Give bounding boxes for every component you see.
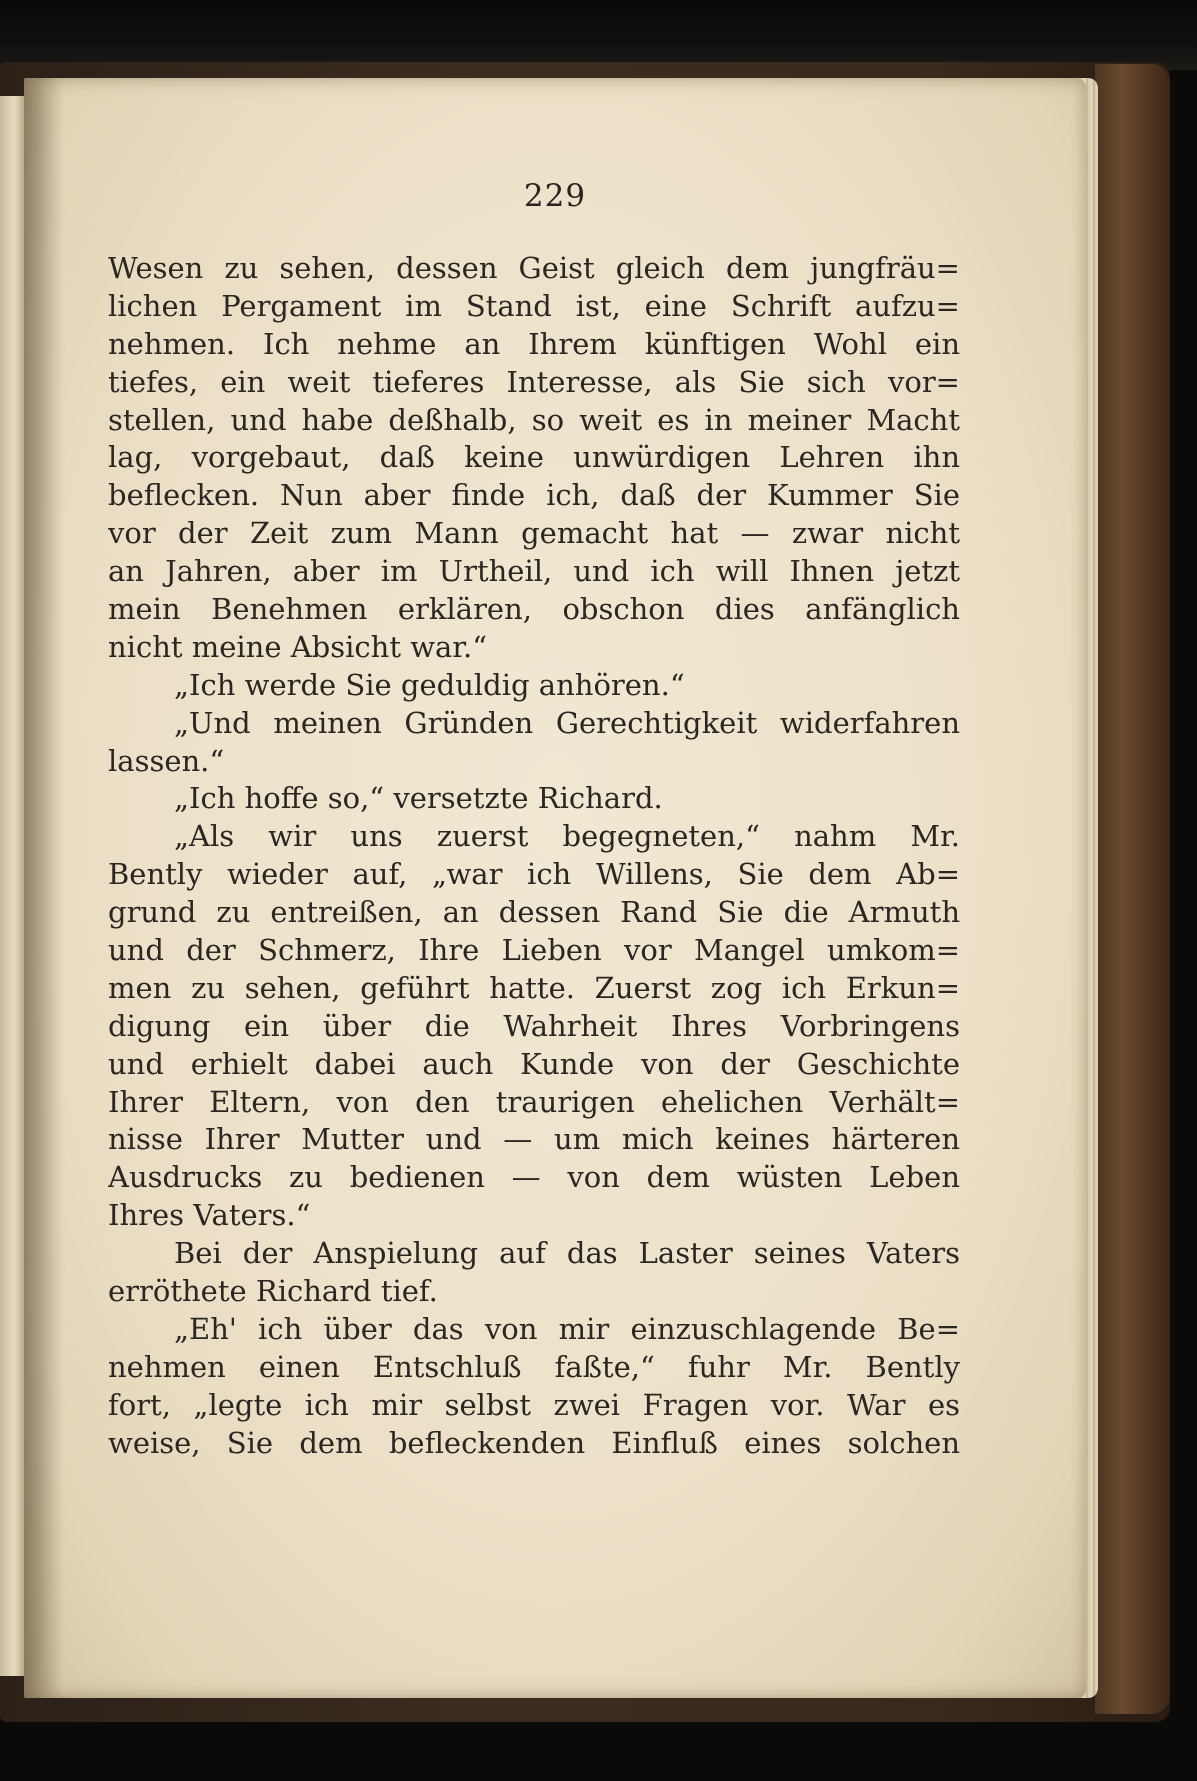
text-line: Ausdrucks zu bedienen — von dem wüsten Leben [108, 1160, 960, 1195]
text-line: digung ein über die Wahrheit Ihres Vorbringens [108, 1008, 960, 1043]
text-line: Ihres Vaters.“ [108, 1198, 311, 1233]
text-line: nehmen. Ich nehme an Ihrem künftigen Wohl ein [108, 326, 960, 361]
page-text [108, 250, 960, 1463]
text-line: lag, vorgebaut, daß keine unwürdigen Lehren ihn [108, 440, 960, 475]
text-line: „Und meinen Gründen Gerechtigkeit widerfahren [174, 705, 960, 740]
text-line: und der Schmerz, Ihre Lieben vor Mangel umkom= [108, 933, 960, 968]
gutter-shadow [24, 78, 64, 1698]
text-line: nehmen einen Entschluß faßte,“ fuhr Mr. Bently [108, 1349, 960, 1384]
cover-edge [1095, 64, 1170, 1714]
page-number: 229 [523, 178, 587, 214]
text-line: vor der Zeit zum Mann gemacht hat — zwar nicht [108, 516, 960, 551]
text-line: nicht meine Absicht war.“ [108, 629, 488, 664]
text-line: Bently wieder auf, „war ich Willens, Sie dem Ab= [108, 857, 960, 892]
text-line: mein Benehmen erklären, obschon dies anfänglich [108, 592, 960, 627]
text-line: erröthete Richard tief. [108, 1274, 438, 1309]
text-line: men zu sehen, geführt hatte. Zuerst zog ich Erkun= [108, 970, 960, 1005]
text-line: an Jahren, aber im Urtheil, und ich will Ihnen jetzt [108, 554, 960, 589]
text-line: beflecken. Nun aber finde ich, daß der Kummer Sie [108, 478, 960, 513]
text-line: fort, „legte ich mir selbst zwei Fragen vor. War es [108, 1387, 960, 1422]
text-line: „Eh' ich über das von mir einzuschlagende Be= [174, 1311, 960, 1346]
text-line: tiefes, ein weit tieferes Interesse, als Sie sich vor= [108, 364, 960, 399]
text-line: lassen.“ [108, 743, 225, 778]
text-line: Wesen zu sehen, dessen Geist gleich dem jungfräu= [108, 251, 960, 285]
text-line: „Ich werde Sie geduldig anhören.“ [174, 667, 685, 702]
text-line: weise, Sie dem befleckenden Einfluß eines solchen [108, 1425, 960, 1460]
text-line: Ihrer Eltern, von den traurigen ehelichen Verhält= [108, 1084, 960, 1119]
text-line: stellen, und habe deßhalb, so weit es in meiner Macht [108, 402, 960, 437]
text-line: nisse Ihrer Mutter und — um mich keines härteren [108, 1122, 960, 1157]
text-line: grund zu entreißen, an dessen Rand Sie die Armuth [108, 895, 960, 930]
left-page-edge [0, 96, 24, 1676]
text-line: lichen Pergament im Stand ist, eine Schrift aufzu= [108, 288, 960, 323]
background-top [0, 0, 1197, 70]
book-page [24, 78, 1086, 1698]
text-line: Bei der Anspielung auf das Laster seines Vaters [174, 1236, 960, 1271]
text-line: „Ich hoffe so,“ versetzte Richard. [174, 781, 663, 816]
text-line: „Als wir uns zuerst begegneten,“ nahm Mr. [174, 819, 960, 854]
text-line: und erhielt dabei auch Kunde von der Geschichte [108, 1046, 960, 1081]
